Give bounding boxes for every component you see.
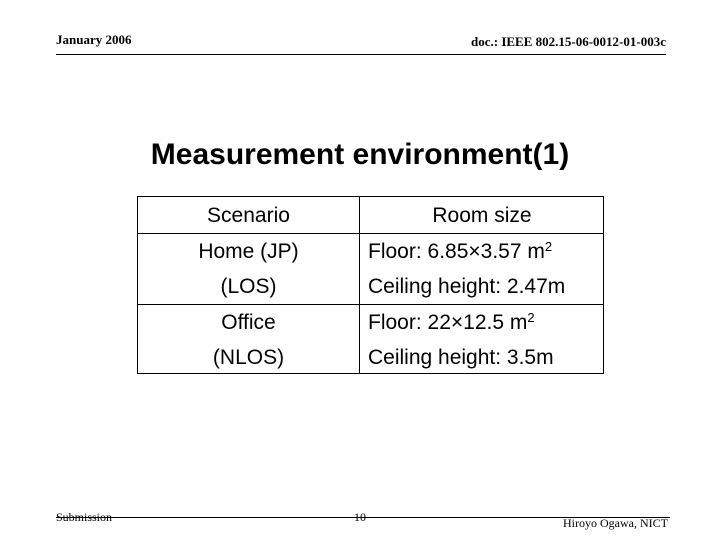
- header-doc-id: doc.: IEEE 802.15-06-0012-01-003c: [471, 34, 666, 49]
- header-date: January 2006: [56, 32, 132, 47]
- row-2-floor-exponent: 2: [527, 309, 535, 325]
- footer-submission: Submission: [56, 510, 113, 524]
- row-1-scenario-line-1: Home (JP): [198, 240, 299, 263]
- row-1-floor: [368, 234, 604, 270]
- header-room-size: Room size: [432, 204, 532, 227]
- row-1-scenario-line-2: (LOS): [220, 275, 277, 298]
- row-1-ceiling: Ceiling height: 2.47m: [368, 275, 566, 298]
- slide-title: Measurement environment(1): [150, 138, 570, 171]
- row-2-ceiling: Ceiling height: 3.5m: [368, 346, 554, 369]
- row-2-floor-text: Floor: 22×12.5 m: [368, 311, 528, 334]
- row-2-floor: [368, 305, 604, 341]
- row-2-scenario-line-2: (NLOS): [212, 346, 285, 369]
- header-rule: [56, 54, 666, 55]
- row-2-scenario-line-1: Office: [221, 311, 276, 334]
- footer-page-number: 10: [354, 510, 366, 524]
- row-1-floor-text: Floor: 6.85×3.57 m: [368, 240, 545, 263]
- environment-table: [137, 196, 604, 374]
- row-1-floor-exponent: 2: [544, 238, 553, 254]
- header-scenario: Scenario: [207, 204, 290, 227]
- footer-author: Hiroyo Ogawa, NICT: [563, 516, 668, 530]
